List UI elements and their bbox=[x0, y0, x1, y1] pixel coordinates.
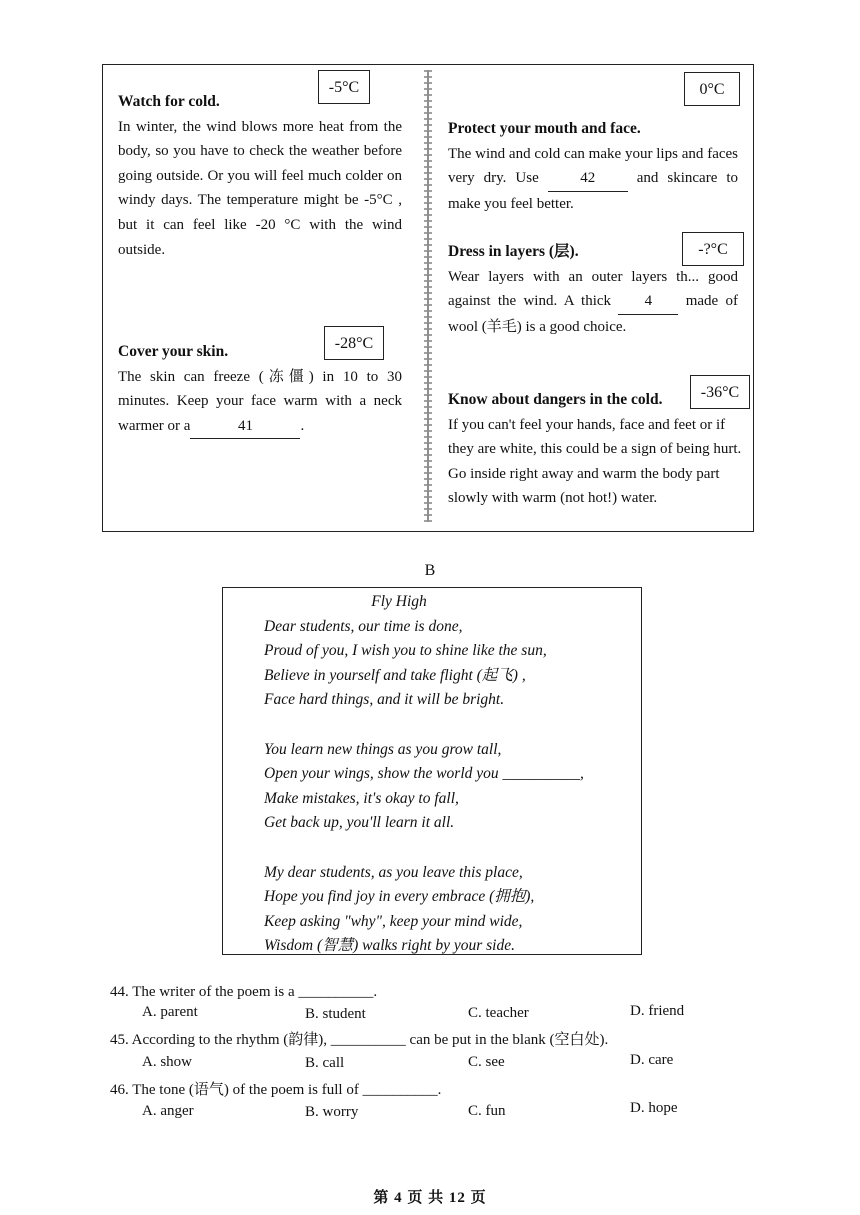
text-before: Wear layers with an outer layers th... good against the wind. A thick bbox=[448, 268, 738, 310]
passage-b-label: B bbox=[424, 562, 436, 579]
option-46-a[interactable]: A. anger bbox=[142, 1103, 194, 1119]
question-45: 45. According to the rhythm (韵律), __________ can be put in the blank (空白处). bbox=[110, 1032, 609, 1048]
stanza-gap bbox=[264, 836, 584, 861]
question-44: 44. The writer of the poem is a __________. bbox=[110, 984, 378, 1000]
poem-line: Get back up, you'll learn it all. bbox=[264, 814, 455, 832]
question-46: 46. The tone (语气) of the poem is full of __________. bbox=[110, 1082, 442, 1098]
poem-line: Hope you find joy in every embrace (拥抱), bbox=[264, 888, 535, 906]
blank-42: 42 bbox=[548, 166, 628, 192]
option-44-a[interactable]: A. parent bbox=[142, 1004, 198, 1020]
blank-41: 41 bbox=[190, 414, 300, 440]
poem bbox=[264, 590, 584, 959]
poem-line: Proud of you, I wish you to shine like the sun, bbox=[264, 642, 547, 660]
poem-line: My dear students, as you leave this place, bbox=[264, 863, 523, 881]
option-45-d[interactable]: D. care bbox=[630, 1052, 674, 1068]
blank-43: 4 bbox=[618, 289, 678, 315]
option-44-d[interactable]: D. friend bbox=[630, 1003, 685, 1019]
option-46-c[interactable]: C. fun bbox=[468, 1103, 506, 1119]
text-before: The wind and cold can make your lips and faces very dry. Use bbox=[448, 145, 738, 187]
section-heading: Cover your skin. bbox=[118, 343, 229, 360]
section-heading: Dress in layers (层). bbox=[448, 243, 579, 260]
option-46-b[interactable]: B. worry bbox=[305, 1104, 359, 1120]
poem-title: Fly High bbox=[371, 593, 427, 610]
section-heading: Protect your mouth and face. bbox=[448, 120, 641, 137]
option-46-d[interactable]: D. hope bbox=[630, 1100, 678, 1116]
section-text bbox=[448, 265, 738, 340]
section-text: If you can't feel your hands, face and feet or if they are white, this could be a sign of being hurt. Go inside right away and warm the body part slowly with warm (not hot!) water. bbox=[448, 416, 742, 507]
text-before: The skin can freeze (冻僵) in 10 to 30 minutes. Keep your face warm with a neck warmer or a bbox=[118, 368, 402, 434]
poem-line: Face hard things, and it will be bright. bbox=[264, 691, 505, 709]
option-44-b[interactable]: B. student bbox=[305, 1006, 366, 1022]
poem-line: Open your wings, show the world you __________, bbox=[264, 765, 584, 783]
option-45-c[interactable]: C. see bbox=[468, 1054, 505, 1070]
poem-line: Dear students, our time is done, bbox=[264, 617, 463, 635]
stanza-gap bbox=[264, 713, 584, 738]
section-heading: Watch for cold. bbox=[118, 93, 220, 110]
temp-box-dress: -?°C bbox=[682, 232, 744, 266]
text-after: . bbox=[300, 417, 305, 434]
section-protect-face bbox=[448, 117, 738, 216]
poem-line: You learn new things as you grow tall, bbox=[264, 740, 502, 758]
temp-box-protect: 0°C bbox=[684, 72, 740, 106]
thermometer-divider bbox=[424, 70, 432, 522]
poem-line: Keep asking "why", keep your mind wide, bbox=[264, 912, 523, 930]
text-after: made of wool (羊毛) is a good choice. bbox=[448, 293, 739, 335]
section-text bbox=[448, 142, 738, 217]
poem-line: Make mistakes, it's okay to fall, bbox=[264, 789, 459, 807]
temp-box-dangers: -36°C bbox=[690, 375, 750, 409]
section-text bbox=[118, 365, 402, 440]
poem-line: Believe in yourself and take flight (起飞) , bbox=[264, 666, 526, 684]
page-footer: 第 4 页 共 12 页 bbox=[373, 1190, 487, 1206]
option-45-a[interactable]: A. show bbox=[142, 1054, 193, 1070]
section-watch-for-cold bbox=[118, 90, 402, 262]
section-cover-skin bbox=[118, 340, 402, 439]
poem-line: Wisdom (智慧) walks right by your side. bbox=[264, 937, 515, 955]
text-after: and skincare to make you feel better. bbox=[448, 170, 739, 212]
section-text: In winter, the wind blows more heat from the body, so you have to check the weather before going outside. Or you will feel much colder on windy days. The temperature might be -5°C , but it can feel like -20 °C with the wind outside. bbox=[118, 118, 402, 258]
option-45-b[interactable]: B. call bbox=[305, 1055, 345, 1071]
section-dress-layers bbox=[448, 240, 738, 339]
option-44-c[interactable]: C. teacher bbox=[468, 1005, 529, 1021]
temp-box-watch: -5°C bbox=[318, 70, 370, 104]
section-heading: Know about dangers in the cold. bbox=[448, 391, 663, 408]
temp-box-cover: -28°C bbox=[324, 326, 384, 360]
section-dangers bbox=[448, 388, 753, 511]
